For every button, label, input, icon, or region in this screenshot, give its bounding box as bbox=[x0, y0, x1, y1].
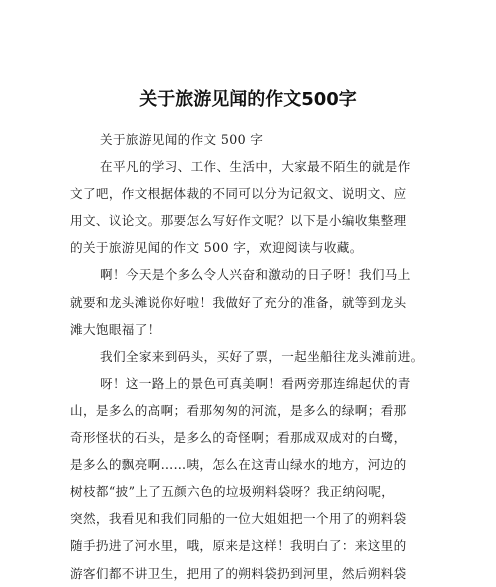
paragraph-line: 呀！这一路上的景色可真美啊！看两旁那连绵起伏的青 bbox=[100, 375, 411, 391]
paragraph-line: 山，是多么的高啊；看那匆匆的河流，是多么的绿啊；看那 bbox=[70, 402, 407, 418]
paragraph-line: 是多么的飘亮啊……咦，怎么在这青山绿水的地方，河边的 bbox=[70, 457, 407, 473]
paragraph-line: 在平凡的学习、工作、生活中，大家最不陌生的就是作 bbox=[100, 159, 411, 175]
paragraph-line: 滩大饱眼福了！ bbox=[70, 321, 161, 337]
paragraph-line: 的关于旅游见闻的作文 500 字，欢迎阅读与收藏。 bbox=[70, 240, 363, 256]
paragraph-line: 文了吧，作文根据体裁的不同可以分为记叙文、说明文、应 bbox=[70, 186, 407, 202]
paragraph-line: 就要和龙头滩说你好啦！我做好了充分的准备，就等到龙头 bbox=[70, 294, 407, 310]
paragraph-line: 树枝都“披”上了五颜六色的垃圾朔料袋呀？我正纳闷呢， bbox=[70, 484, 395, 500]
paragraph-line: 奇形怪状的石头，是多么的奇怪啊；看那成双成对的白鹭， bbox=[70, 430, 407, 446]
paragraph-line: 关于旅游见闻的作文 500 字 bbox=[100, 132, 264, 147]
paragraph-line: 随手扔进了河水里，哦，原来是这样！我明白了：来这里的 bbox=[70, 538, 407, 554]
paragraph-line: 游客们都不讲卫生，把用了的朔料袋扔到河里，然后朔料袋 bbox=[70, 565, 407, 581]
paragraph-line: 用文、议论文。那要怎么写好作文呢？以下是小编收集整理 bbox=[70, 213, 407, 229]
document-body bbox=[70, 126, 430, 587]
paragraph-line: 我们全家来到码头，买好了票，一起坐船往龙头滩前进。 bbox=[100, 348, 424, 364]
paragraph-line: 突然，我看见和我们同船的一位大姐姐把一个用了的朔料袋 bbox=[70, 511, 407, 527]
paragraph-line: 啊！今天是个多么令人兴奋和激动的日子呀！我们马上 bbox=[100, 267, 411, 283]
document-title: 关于旅游见闻的作文500字 bbox=[139, 89, 357, 110]
